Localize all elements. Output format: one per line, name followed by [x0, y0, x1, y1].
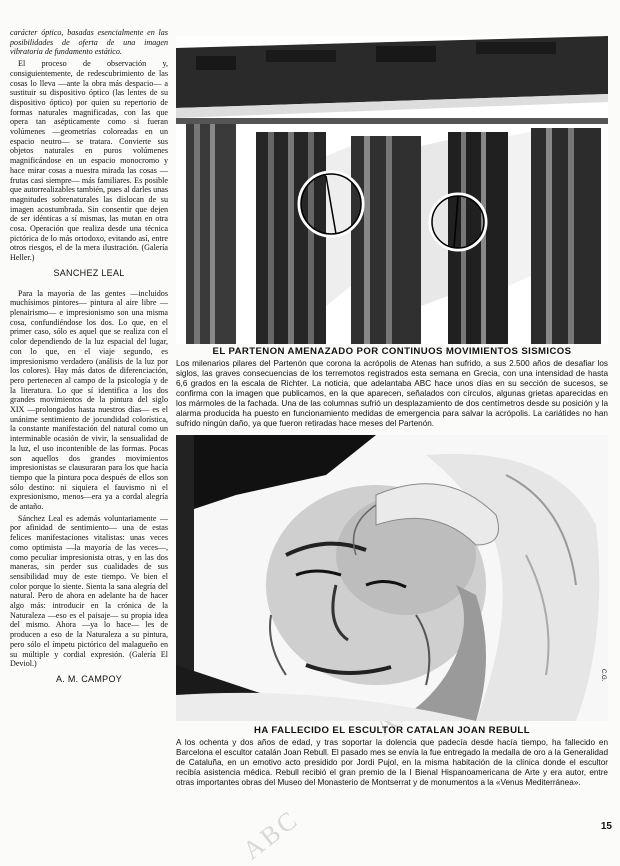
review-paragraph: Para la mayoría de las gentes —incluidos muchísimos pintores— pintura al aire libre —plenairismo— e impresionismo son una misma cosa, confundiéndose los dos. Lo que, en el primer caso, sólo es aquel que se realiza con el color dependiendo de la luz espacial del lugar, con lo que, en el viaje segundo, es impresionismo verdadero (análisis de la luz por los colores). Hay más datos de diferenciación, pero pertenecen al campo de la psicología y de la literatura. Lo que sí identifica a los dos grandes movimientos de la pintura del siglo XIX —prolongados hasta nuestros días— es el unánime sentimiento de jocundidad colorística, la constante manifestación del natural como un interminable ocasión de vivir, la sensualidad de la luz, el uso incontenible de las formas. Pocas son aquellos dos grandes movimientos impresionistas se clausuraran para los que hacía tiempo que la pintura poca después de ellos son sólo destino: ni siquiera el fauvismo ni el expresionismo, menos—era ya a cordal alegría de antaño.: [10, 288, 168, 512]
left-column: [10, 28, 168, 840]
rebull-article: A los ochenta y dos años de edad, y tras soportar la dolencia que padecía desde hacía tiempo, ha fallecido en Barcelona el escultor catalán Joan Rebull. El pasado mes se envía la fue entregado la medalla de oro a la Generalidad de Cataluña, en un emotivo acto presidido por Jordi Pujol, en la misma habitación de la clínica donde el escultor recibía asistencia médica. Rebull recibió el gran premio de la I Bienal Hispanoamericana de Arte y era autor, entre otras importantes obras del Museo del Monasterio de Montserrat y de monumentos a la «Venus Mediterránea».: [176, 738, 608, 787]
review-paragraph: carácter óptico, basadas esencialmente en las posibilidades de oferta de una imagen vibratoria de fundamento estático.: [10, 28, 168, 57]
rebull-headline: HA FALLECIDO EL ESCULTOR CATALAN JOAN REBULL: [254, 725, 530, 736]
author-signature: A. M. CAMPOY: [55, 674, 123, 684]
parthenon-article: Los milenarios pilares del Partenón que corona la acrópolis de Atenas han sufrido, a sus 2.500 años de desafiar los siglos, las graves consecuencias de los terremotos registrados esta semana en Grecia, con una intensidad de hasta 6,6 grados en la escala de Richter. La noticia, que adelantaba ABC hace unos días en su sección de sucesos, se confirma con la imagen que publicamos, en la que aparecen, señalados con círculos, algunas grietas aparecidas en los mármoles de la fachada. Una de las columnas sufrió un desplazamiento de dos centímetros desde su posición y la alarma producida ha puesto en funcionamiento medidas de emergencia para salvar la acrópolis. La cariátides no han sufrido ningún daño, ya que fueron retiradas hace meses del Partenón.: [176, 359, 608, 428]
rebull-portrait-photo: [176, 435, 608, 721]
abc-watermark: ABC: [237, 803, 305, 866]
right-column: [176, 36, 608, 788]
parthenon-headline: EL PARTENON AMENAZADO POR CONTINUOS MOVIMIENTOS SISMICOS: [212, 346, 572, 357]
parthenon-photo: [176, 36, 608, 344]
page-number: 15: [600, 821, 612, 832]
review-paragraph: El proceso de observación y, consiguientemente, de redescubrimiento de las cosas lo lleva —ante la obra más despacio— a sustituir su dispositivo óptico (las lentes de su dispositivo óptico) por quien su repertorio de formas naturales magnificadas, con las que opera tan asépticamente como si fueran volúmenes —geometrías coloreadas en un espacio neutro— se tratara. Convierte sus objetos naturales en puros volúmenes magnificándose en un espacio monocromo y hace mirar cosas a nuestra mirada las cosas —frutas casi siempre— más familiares. Es posible que autorrealizables también, pues al darles unas magnitudes sobrenaturales las dislocan de su imagen acostumbrada. Sin consentir que dejen de ser idénticas a sí mismas, las mutan en otra cosa. Operación que realiza desde una técnica pictórica de lo más ortodoxo, evitando así, entre otros riesgos, el de la mera ilustración. (Galería Heller.): [10, 59, 168, 263]
photo-credit: C.G.: [600, 668, 606, 681]
review-title: SANCHEZ LEAL: [53, 267, 125, 278]
review-paragraph: Sánchez Leal es además voluntariamente —por afinidad de sentimiento— una de estas felices manifestaciones vitalistas: unas veces como optimista —la mayoría de las veces—, como peculiar impresionista otras, y en las dos maneras, sin perder sus cualidades de sus sensibilidad muy de este tiempo. Ve bien el color porque lo siente. Sienta la sana alegría del natural. Pero de ahora en adelante ha de hacer algo más: introducir en la crónica de la Naturaleza —eso es el paisaje— su propia idea del mismo. Ahora —ya lo hace— les de producen a eso de la Naturaleza a su pintura, pero sólo el ímpetu pictórico del malagueño en su múltiple y cordial expresión. (Galería El Deviol.): [10, 513, 168, 669]
